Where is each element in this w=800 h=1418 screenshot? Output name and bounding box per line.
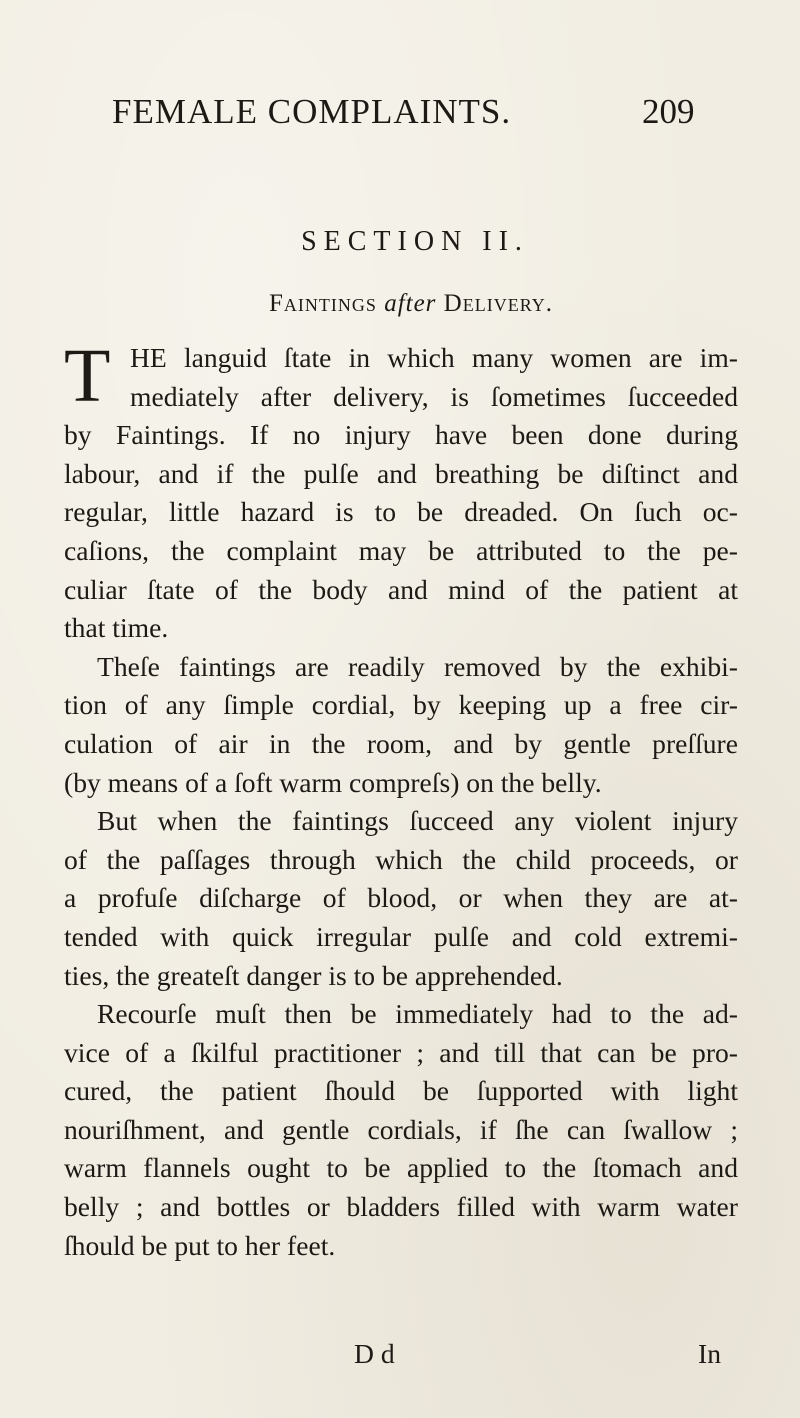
text-line: ties, the greateſt danger is to be apprehended. bbox=[64, 959, 563, 991]
text-line: vice of a ſkilful practitioner ; and till that can be pro- bbox=[64, 1036, 738, 1068]
text-line: ſhould be put to her feet. bbox=[64, 1229, 336, 1261]
text-line: labour, and if the pulſe and breathing be diſtinct and bbox=[64, 457, 738, 489]
text-line: cured, the patient ſhould be ſupported with light bbox=[64, 1075, 738, 1107]
text-line: warm flannels ought to be applied to the ſtomach and bbox=[64, 1152, 738, 1184]
subheading-word-after: after bbox=[384, 290, 437, 317]
text-line: (by means of a ſoft warm compreſs) on the belly. bbox=[64, 766, 602, 798]
subheading-word-faintings: Faintings bbox=[269, 290, 377, 317]
text-line: HE languid ſtate in which many women are im- bbox=[130, 342, 738, 373]
section-heading: SECTION II. bbox=[301, 226, 529, 257]
text-line: regular, little hazard is to be dreaded. On ſuch oc- bbox=[64, 496, 738, 528]
text-line: by Faintings. If no injury have been done during bbox=[64, 419, 738, 451]
catchword: In bbox=[698, 1338, 721, 1369]
text-line: Theſe faintings are readily removed by the exhibi- bbox=[97, 650, 738, 682]
running-head bbox=[0, 92, 800, 136]
text-line: a profuſe diſcharge of blood, or when they are at- bbox=[64, 882, 738, 914]
text-line: of the paſſages through which the child proceeds, or bbox=[64, 843, 738, 875]
signature-mark: D d bbox=[354, 1338, 395, 1369]
body-text bbox=[64, 334, 738, 1265]
drop-cap: T bbox=[64, 334, 111, 418]
text-line: Recourſe muſt then be immediately had to the ad- bbox=[97, 998, 738, 1030]
text-line: tended with quick irregular pulſe and cold extremi- bbox=[64, 920, 738, 952]
text-line: tion of any ſimple cordial, by keeping up a free cir- bbox=[64, 689, 738, 721]
text-line: culation of air in the room, and by gentle preſſure bbox=[64, 727, 738, 759]
text-line: belly ; and bottles or bladders filled with warm water bbox=[64, 1191, 738, 1223]
text-line: that time. bbox=[64, 612, 169, 644]
text-line: caſions, the complaint may be attributed to the pe- bbox=[64, 534, 738, 566]
running-title: FEMALE COMPLAINTS. bbox=[112, 92, 512, 131]
text-line: But when the faintings ſucceed any violent injury bbox=[97, 805, 738, 837]
subheading-word-delivery: Delivery. bbox=[443, 290, 553, 317]
text-line: nouriſhment, and gentle cordials, if ſhe can ſwallow ; bbox=[64, 1113, 738, 1145]
text-line: culiar ſtate of the body and mind of the patient at bbox=[64, 573, 738, 605]
page-number: 209 bbox=[642, 92, 695, 131]
section-subheading bbox=[0, 290, 800, 318]
text-line: mediately after delivery, is ſometimes ſucceeded bbox=[130, 380, 738, 412]
catchline bbox=[0, 1338, 800, 1378]
